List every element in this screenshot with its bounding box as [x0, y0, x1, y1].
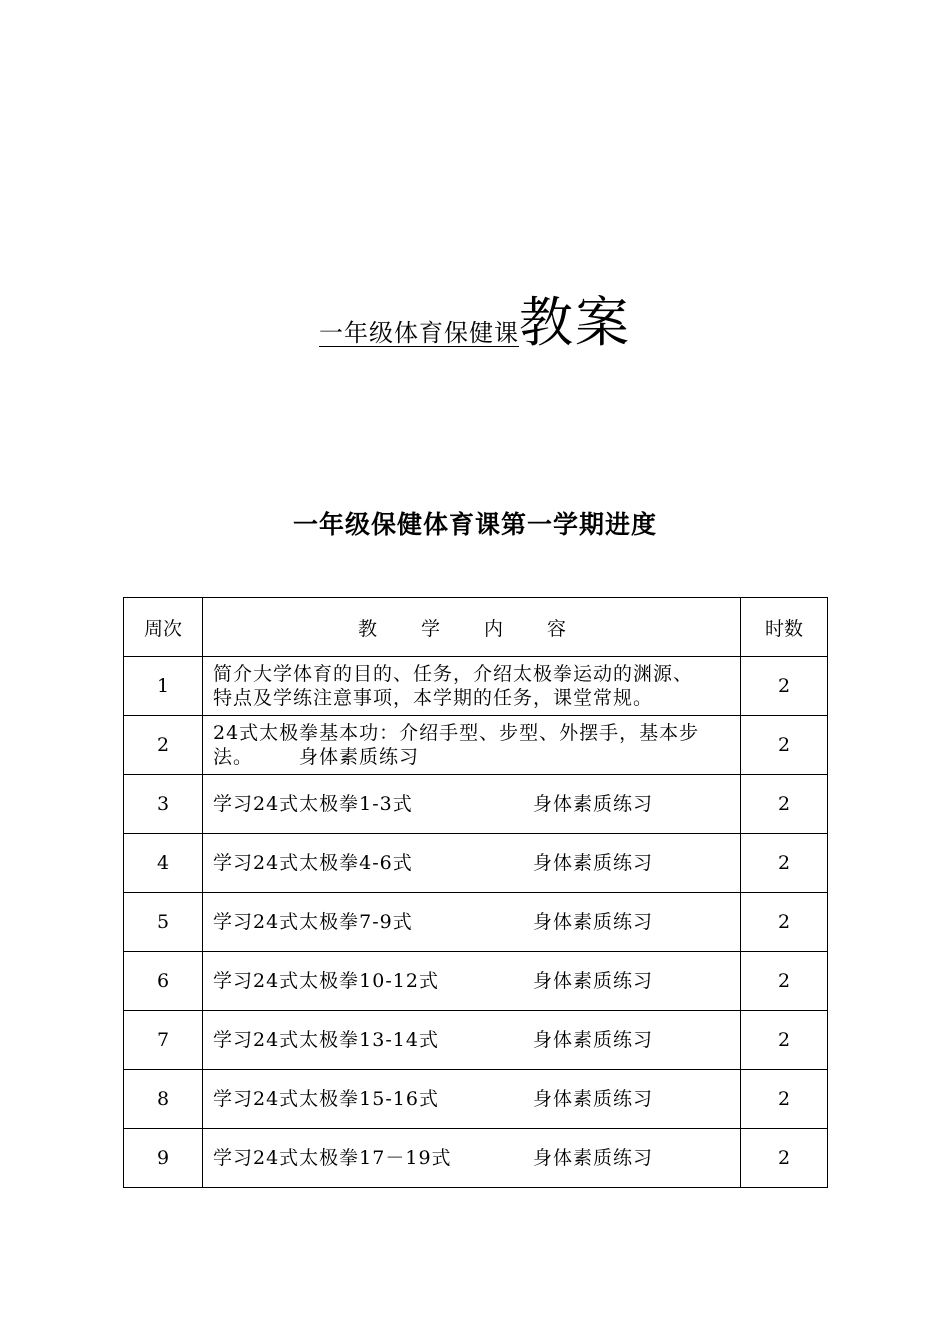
week-cell: 6 [124, 952, 203, 1011]
hours-cell: 2 [741, 716, 828, 775]
lesson-text: 学习24式太极拳1-3式 [213, 793, 413, 815]
lesson-text: 学习24式太极拳17－19式 [213, 1147, 452, 1169]
practice-text: 身体素质练习 [533, 970, 654, 992]
lesson-text: 学习24式太极拳15-16式 [213, 1088, 439, 1110]
title-main: 教案 [519, 291, 631, 354]
content-cell [203, 834, 741, 893]
header-content: 教 学 内 容 [203, 598, 741, 657]
hours-cell: 2 [741, 1011, 828, 1070]
practice-text: 身体素质练习 [533, 1147, 654, 1169]
week-cell: 7 [124, 1011, 203, 1070]
practice-text: 身体素质练习 [533, 793, 654, 815]
content-cell [203, 657, 741, 716]
table-row [124, 657, 828, 716]
lesson-text: 学习24式太极拳7-9式 [213, 911, 413, 933]
practice-text: 身体素质练习 [533, 911, 654, 933]
content-text: 法。 [213, 746, 254, 768]
schedule-title: 一年级保健体育课第一学期进度 [292, 510, 657, 539]
hours-cell: 2 [741, 1070, 828, 1129]
document-title [0, 280, 950, 357]
week-cell: 2 [124, 716, 203, 775]
table-header-row [124, 598, 828, 657]
lesson-text: 学习24式太极拳4-6式 [213, 852, 413, 874]
content-cell [203, 1011, 741, 1070]
week-cell: 3 [124, 775, 203, 834]
header-hours: 时数 [741, 598, 828, 657]
table-row [124, 893, 828, 952]
table-row [124, 952, 828, 1011]
title-prefix: 一年级体育保健课 [319, 319, 519, 347]
table-row [124, 834, 828, 893]
practice-text: 身体素质练习 [533, 1029, 654, 1051]
week-cell: 4 [124, 834, 203, 893]
lesson-text: 学习24式太极拳10-12式 [213, 970, 439, 992]
content-cell [203, 1129, 741, 1188]
hours-cell: 2 [741, 1129, 828, 1188]
content-line: 简介大学体育的目的、任务，介绍太极拳运动的渊源、 [213, 663, 694, 685]
practice-text: 身体素质练习 [533, 852, 654, 874]
hours-cell: 2 [741, 657, 828, 716]
hours-cell: 2 [741, 834, 828, 893]
header-week: 周次 [124, 598, 203, 657]
content-cell [203, 893, 741, 952]
table-row [124, 1070, 828, 1129]
table-row [124, 1011, 828, 1070]
content-cell [203, 952, 741, 1011]
practice-text: 身体素质练习 [533, 1088, 654, 1110]
hours-cell: 2 [741, 952, 828, 1011]
content-cell [203, 775, 741, 834]
schedule-table [123, 597, 828, 1188]
week-cell: 5 [124, 893, 203, 952]
week-cell: 1 [124, 657, 203, 716]
hours-cell: 2 [741, 775, 828, 834]
table-row [124, 775, 828, 834]
hours-cell: 2 [741, 893, 828, 952]
table-row [124, 716, 828, 775]
week-cell: 9 [124, 1129, 203, 1188]
week-cell: 8 [124, 1070, 203, 1129]
lesson-text: 学习24式太极拳13-14式 [213, 1029, 439, 1051]
practice-text: 身体素质练习 [299, 746, 420, 768]
content-line: 24式太极拳基本功：介绍手型、步型、外摆手，基本步 [213, 722, 700, 744]
content-line [213, 745, 732, 769]
content-cell [203, 716, 741, 775]
content-cell [203, 1070, 741, 1129]
content-line: 特点及学练注意事项，本学期的任务，课堂常规。 [213, 687, 654, 709]
table-row [124, 1129, 828, 1188]
